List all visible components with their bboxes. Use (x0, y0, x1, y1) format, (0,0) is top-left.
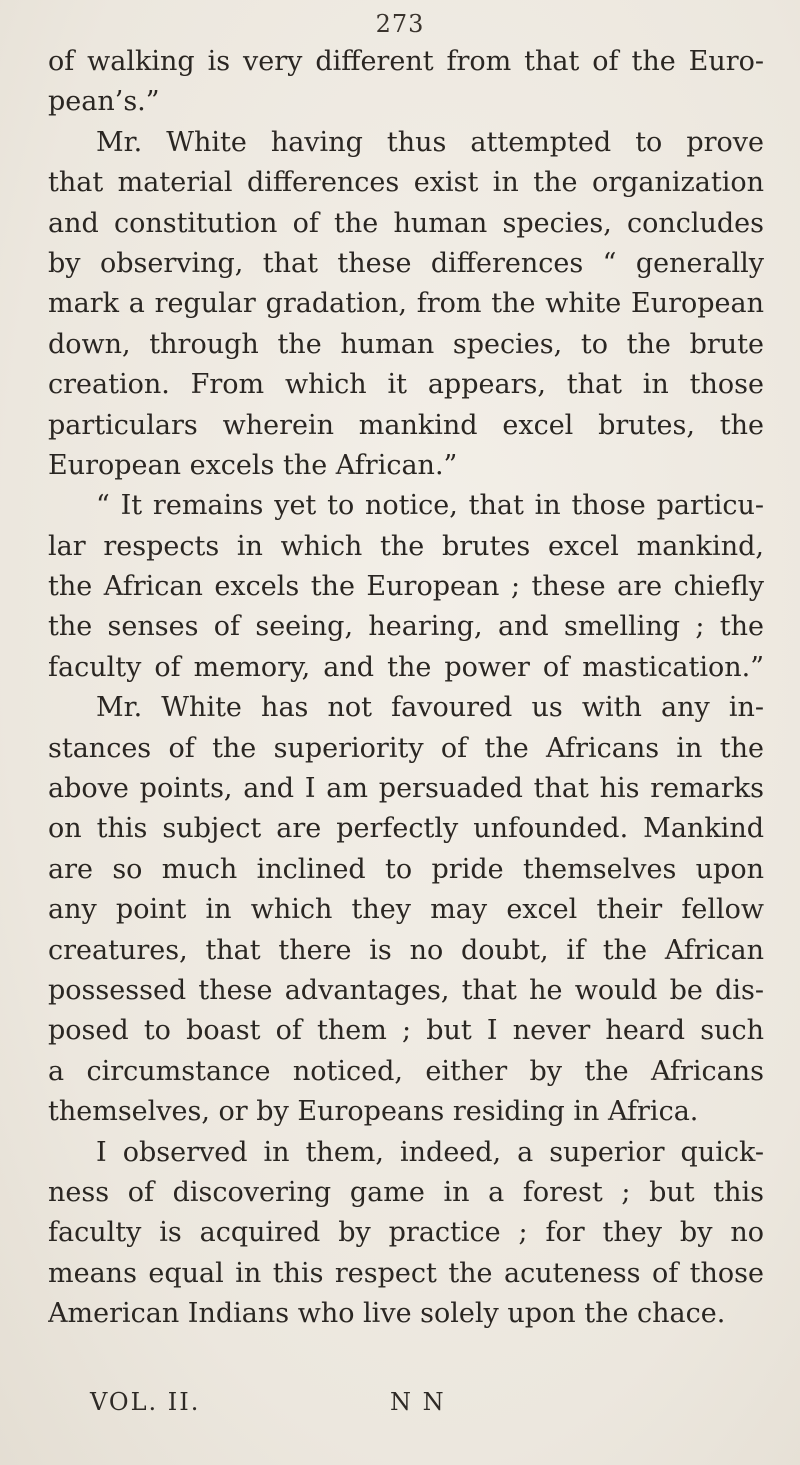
text-line: a circumstance noticed, either by the Africans (48, 1055, 764, 1087)
page-footer (90, 1388, 690, 1416)
text-line: and constitution of the human species, concludes (48, 207, 764, 239)
text-line: stances of the superiority of the Africans in the (48, 732, 764, 764)
text-line: by observing, that these differences “ generally (48, 247, 764, 279)
text-line: ness of discovering game in a forest ; but this (48, 1176, 764, 1208)
text-line: American Indians who live solely upon the chace. (48, 1298, 726, 1330)
volume-label: VOL. II. (90, 1388, 201, 1416)
text-line: faculty of memory, and the power of mastication.” (48, 651, 764, 683)
text-line: creation. From which it appears, that in those (48, 369, 764, 401)
text-line: pean’s.” (48, 86, 160, 118)
text-line: posed to boast of them ; but I never heard such (48, 1015, 764, 1047)
signature-mark: N N (390, 1388, 446, 1416)
text-line: of walking is very different from that of the Euro- (48, 46, 764, 77)
text-line: mark a regular gradation, from the white European (48, 288, 764, 320)
text-line: the African excels the European ; these are chiefly (48, 571, 764, 603)
text-line: particulars wherein mankind excel brutes, the (48, 409, 764, 441)
text-line: Mr. White having thus attempted to prove (96, 126, 764, 158)
text-line: that material differences exist in the organization (48, 167, 764, 199)
text-line: themselves, or by Europeans residing in Africa. (48, 1096, 699, 1128)
text-line: are so much inclined to pride themselves upon (48, 853, 764, 885)
text-line: means equal in this respect the acuteness of those (48, 1257, 764, 1289)
text-line: lar respects in which the brutes excel mankind, (48, 530, 764, 562)
text-line: possessed these advantages, that he would be dis- (48, 974, 764, 1006)
text-line: down, through the human species, to the brute (48, 328, 764, 360)
body-text (48, 42, 764, 1335)
page-number: 273 (375, 10, 425, 38)
text-line: on this subject are perfectly unfounded. Mankind (48, 813, 764, 845)
text-line: I observed in them, indeed, a superior quick- (96, 1136, 764, 1168)
text-line: faculty is acquired by practice ; for they by no (48, 1217, 764, 1249)
text-line: creatures, that there is no doubt, if the African (48, 934, 764, 966)
text-line: any point in which they may excel their fellow (48, 894, 764, 926)
text-line: Mr. White has not favoured us with any in- (96, 692, 764, 724)
text-line: European excels the African.” (48, 449, 458, 481)
text-line: “ It remains yet to notice, that in those particu- (96, 490, 764, 522)
text-line: above points, and I am persuaded that his remarks (48, 773, 764, 805)
text-line: the senses of seeing, hearing, and smelling ; the (48, 611, 764, 643)
